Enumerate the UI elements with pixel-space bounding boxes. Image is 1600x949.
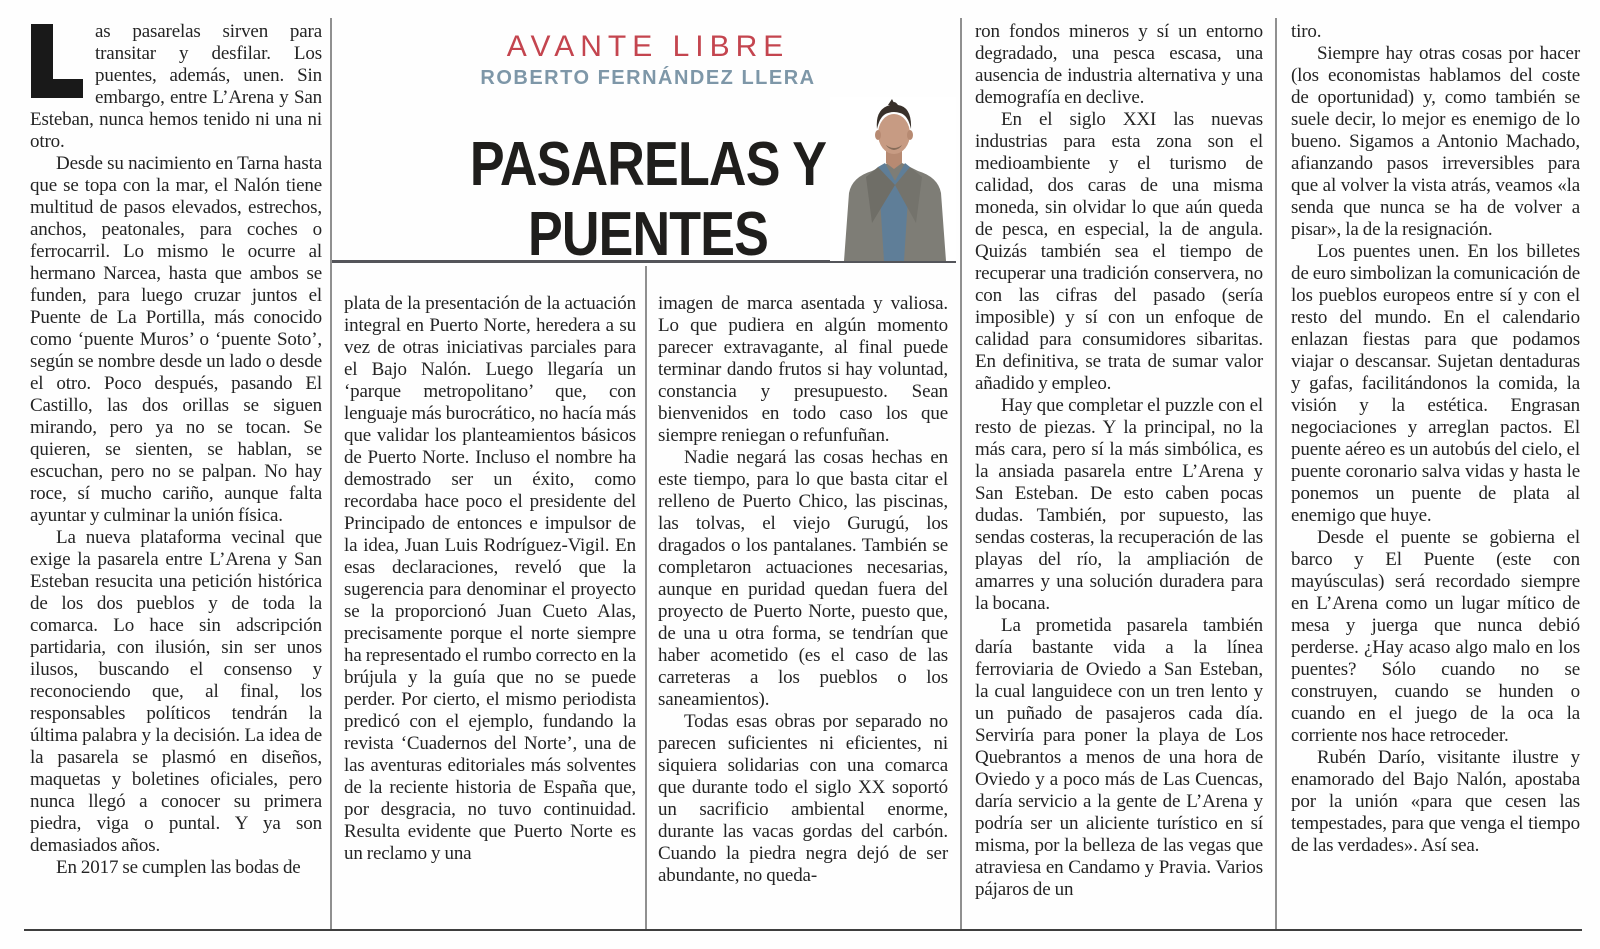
column-rule-3 — [960, 18, 962, 930]
text-column-4 — [975, 21, 1263, 901]
page-bottom-rule — [24, 929, 1582, 931]
paragraph: as pasarelas sirven para transitar y desfilar. Los puentes, además, unen. Sin embargo, entre L’Arena y San Esteban, nunca hemos tenido ni una ni otro. — [30, 21, 322, 152]
column-rule-1 — [330, 18, 332, 930]
paragraph: Siempre hay otras cosas por hacer (los economistas hablamos del coste de oportunidad) y, como también se suele decir, lo mejor es enemigo de lo bueno. Sigamos a Antonio Machado, afianzando pasos irreversibles para que al volver la vista atrás, veamos «la senda que nunca se ha de volver a pisar», la de la resignación. — [1291, 43, 1580, 240]
paragraph: Rubén Darío, visitante ilustre y enamorado del Bajo Nalón, apostaba por la unión «para que cesen las tempestades, para que venga el tiempo de las verdades». Así sea. — [1291, 747, 1580, 856]
paragraph: Hay que completar el puzzle con el resto de piezas. Y la principal, no la más cara, pero sí la más simbólica, es la ansiada pasarela entre L’Arena y San Esteban. De esto caben pocas dudas. También, por supuesto, las sendas costeras, la recuperación de las playas del río, la ampliación de amarres y una solución duradera para la bocana. — [975, 395, 1263, 614]
text-column-2 — [344, 293, 636, 865]
paragraph: Desde el puente se gobierna el barco y El Puente (este con mayúsculas) será recordado siempre en L’Arena como un lugar mítico de mesa y juerga que nunca debió perderse. ¿Hay acaso algo malo en los puentes? Sólo cuando no se construyen, cuando se hunden o cuando en el juego de la oca la corriente nos hace retroceder. — [1291, 527, 1580, 746]
dropcap-letter-L — [31, 24, 83, 98]
article-title-line-2: PUENTES — [527, 200, 769, 269]
paragraph: tiro. — [1291, 21, 1322, 42]
column-rule-4 — [1275, 18, 1277, 930]
article-title-line-1: PASARELAS Y — [469, 130, 827, 199]
paragraph: Los puentes unen. En los billetes de euro simbolizan la comunicación de los pueblos europeos entre sí y con el resto del mundo. En el calendario enlazan fiestas para que podamos viajar o descansar. Sujetan dentaduras y gafas, facilitándonos la comida, la visión y la estética. Engrasan negociaciones y arreglan pactos. El puente aéreo es un autobús del cielo, el puente coronario salva vidas y hasta le ponemos un puente de plata al enemigo que huye. — [1291, 241, 1580, 526]
column-rule-2 — [645, 266, 647, 930]
paragraph: En el siglo XXI las nuevas industrias para esta zona son el medioambiente y el turismo de calidad, dos caras de una misma moneda, sin olvidar lo que aún queda de pesca, en especial, la de angula. Quizás también sea el tiempo de recuperar una tradición conservera, no con las cifras del pasado (sería imposible) y sí con un enfoque de calidad para consumidores sibaritas. En definitiva, se trata de sumar valor añadido y empleo. — [975, 109, 1263, 394]
author-byline: ROBERTO FERNÁNDEZ LLERA — [480, 67, 816, 89]
paragraph: Todas esas obras por separado no parecen suficientes ni eficientes, ni siquiera solidarias con una comarca que durante todo el siglo XX soportó un sacrificio ambiental enorme, durante las vacas gordas del carbón. Cuando la piedra negra dejó de ser abundante, no queda- — [658, 711, 948, 886]
paragraph: plata de la presentación de la actuación integral en Puerto Norte, heredera a su vez de otras iniciativas parciales para el Bajo Nalón. Luego llegaría un ‘parque metropolitano’ que, con lenguaje más burocrático, no hacía más que validar los planteamientos básicos de Puerto Norte. Incluso el nombre ha demostrado ser un éxito, como recordaba hace poco el presidente del Principado de entonces e impulsor de la idea, Juan Luis Rodríguez-Vigil. En esas declaraciones, reveló que la sugerencia para denominar el proyecto se la proporcionó Juan Cueto Alas, precisamente porque el norte siempre ha representado el rumbo correcto en la brújula y la guía que no se puede perder. Por cierto, el mismo periodista predicó con el ejemplo, fundando la revista ‘Cuadernos del Norte’, una de las aventuras editoriales más solventes de la reciente historia de España que, por desgracia, no tuvo continuidad. Resulta evidente que Puerto Norte es un reclamo y una — [344, 293, 636, 864]
text-column-3 — [658, 293, 948, 887]
paragraph: En 2017 se cumplen las bodas de — [56, 857, 301, 878]
text-column-1 — [30, 21, 322, 879]
text-column-5 — [1291, 21, 1580, 857]
paragraph: imagen de marca asentada y valiosa. Lo que pudiera en algún momento parecer extravagante, al final puede terminar dando frutos si hay voluntad, constancia y presupuesto. Sean bienvenidos en todo caso los que siempre reniegan o refunfuñan. — [658, 293, 948, 446]
paragraph: La nueva plataforma vecinal que exige la pasarela entre L’Arena y San Esteban resucita una petición histórica de los dos pueblos y de toda la comarca. Lo hace sin adscripción partidaria, con ilusión, sin ser unos ilusos, buscando el consenso y reconociendo que, al final, los responsables políticos tendrán la última palabra y la decisión. La idea de la pasarela se plasmó en diseños, maquetas y boletines oficiales, pero nunca llegó a conocer su primera piedra, viga o puntal. Y ya son demasiados años. — [30, 527, 322, 856]
section-kicker: AVANTE LIBRE — [506, 30, 790, 63]
paragraph: Nadie negará las cosas hechas en este tiempo, para lo que basta citar el relleno de Puerto Chico, las piscinas, las tolvas, el viejo Gurugú, los dragados o los pantalanes. También se completaron actuaciones necesarias, aunque en puridad quedan fuera del proyecto de Puerto Norte, puesto que, de una u otra forma, se tendrían que haber acometido (es el caso de las carreteras a los pueblos o los saneamientos). — [658, 447, 948, 710]
paragraph: Desde su nacimiento en Tarna hasta que se topa con la mar, el Nalón tiene multitud de pasos elevados, estrechos, anchos, peatonales, para coches o ferrocarril. Lo mismo le ocurre al hermano Narcea, hasta que ambos se funden, para luego cruzar juntos el Puente de La Portilla, más conocido como ‘puente Muros’ o ‘puente Soto’, según se nombre desde un lado o desde el otro. Poco después, pasando El Castillo, las dos orillas se siguen mirando, pero ya no se tocan. Se quieren, se sienten, se hablan, se escuchan, pero no se palpan. No hay roce, sí mucho cariño, aunque falta ayuntar y culminar la unión física. — [30, 153, 322, 526]
author-photo — [830, 97, 956, 261]
paragraph: La prometida pasarela también daría bastante vida a la línea ferroviaria de Oviedo a San Esteban, la cual languidece con un tren lento y un puñado de pasajeros cada día. Serviría para poner la playa de Los Quebrantos a menos de una hora de Oviedo y a poco más de Las Cuencas, daría servicio a la gente de L’Arena y podría ser un aliciente turístico en sí misma, por la belleza de las vegas que atraviesa en Candamo y Pravia. Varios pájaros de un — [975, 615, 1263, 900]
paragraph: ron fondos mineros y sí un entorno degradado, una pesca escasa, una ausencia de industria alternativa y una demografía en declive. — [975, 21, 1263, 108]
